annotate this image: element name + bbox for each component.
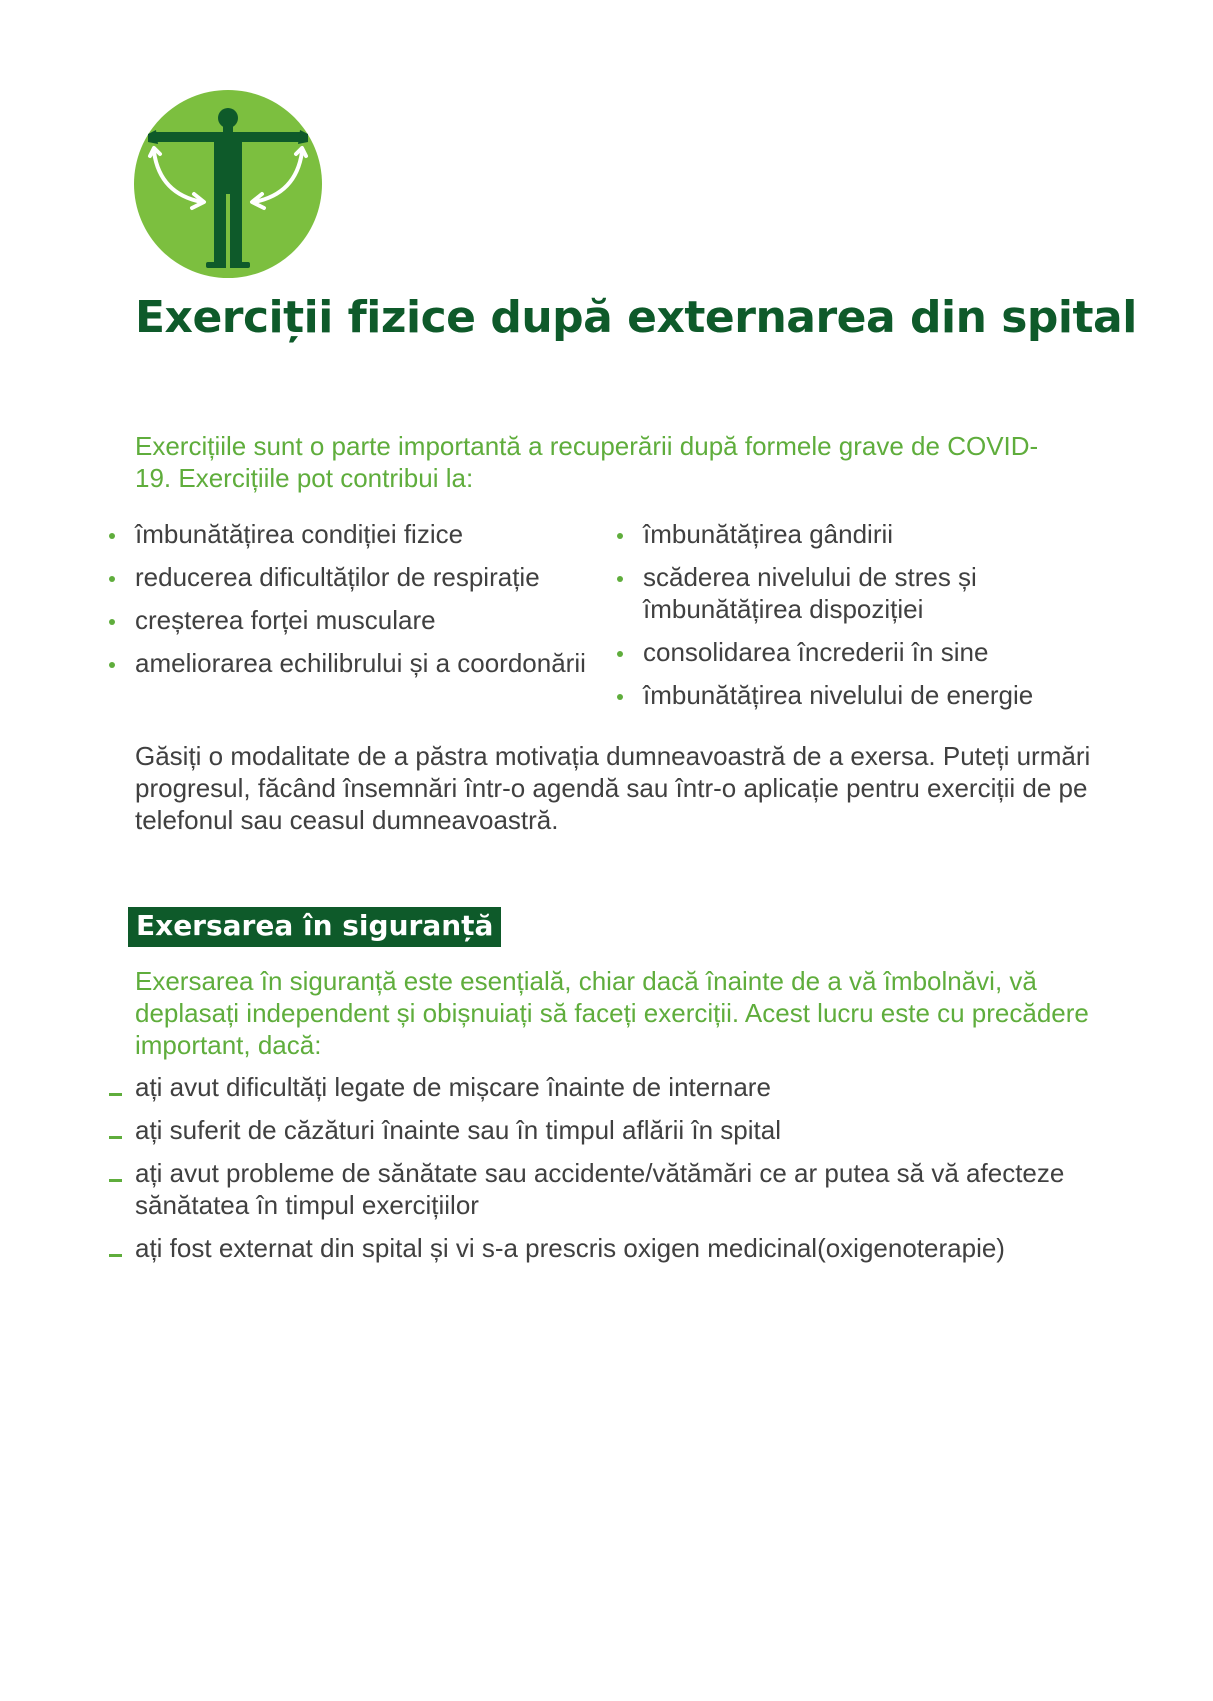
dash-bullet-icon: [109, 1254, 122, 1257]
list-item: [135, 518, 605, 550]
bullet-icon: [109, 662, 115, 668]
list-item-text: îmbunătățirea condiției fizice: [135, 519, 464, 549]
dash-bullet-icon: [109, 1179, 122, 1182]
safety-intro-text: Exersarea în siguranță este esențială, chiar dacă înainte de a vă îmbolnăvi, vă deplasați independent și obișnuiați să faceți exerciții. Acest lucru este cu precădere important, dacă:: [135, 966, 1089, 1060]
list-item-text: îmbunătățirea gândirii: [643, 519, 894, 549]
section-heading-safety: Exersarea în siguranță: [128, 907, 501, 947]
list-item-text: îmbunătățirea nivelului de energie: [643, 680, 1034, 710]
list-item-text: ameliorarea echilibrului și a coordonării: [135, 648, 586, 678]
list-item-text: ați avut dificultăți legate de mișcare înainte de internare: [135, 1072, 771, 1102]
list-item: [643, 636, 1113, 668]
intro-text: Exercițiile sunt o parte importantă a recuperării după formele grave de COVID-19. Exercițiile pot contribui la:: [135, 431, 1039, 493]
safety-conditions-list: [135, 1071, 1110, 1275]
list-item-text: reducerea dificultăților de respirație: [135, 562, 540, 592]
list-item-text: ați fost externat din spital și vi s-a prescris oxigen medicinal(oxigenoterapie): [135, 1233, 1005, 1263]
list-item: [135, 561, 605, 593]
benefits-list-right: [643, 518, 1113, 722]
dash-bullet-icon: [109, 1093, 122, 1096]
list-item-text: ați suferit de căzături înainte sau în timpul aflării în spital: [135, 1115, 781, 1145]
list-item-text: ați avut probleme de sănătate sau accidente/vătămări ce ar putea să vă afecteze sănătatea în timpul exercițiilor: [135, 1158, 1065, 1220]
list-item: [135, 1114, 1110, 1146]
list-item: [643, 518, 1113, 550]
list-item: [135, 1071, 1110, 1103]
bullet-icon: [617, 533, 623, 539]
list-item: [135, 1157, 1110, 1221]
person-arms-outstretched-icon: [134, 90, 322, 278]
motivation-paragraph: Găsiți o modalitate de a păstra motivația dumneavoastră de a exersa. Puteți urmări progresul, făcând însemnări într-o agendă sau într-o aplicație pentru exerciții de pe telefonul sau ceasul dumneavoastră.: [135, 741, 1091, 835]
list-item-text: creșterea forței musculare: [135, 605, 436, 635]
list-item: [643, 679, 1113, 711]
page-title: Exerciții fizice după externarea din spital: [135, 292, 1137, 343]
list-item: [135, 1232, 1110, 1264]
bullet-icon: [617, 576, 623, 582]
benefits-list-left: [135, 518, 605, 690]
list-item: [135, 604, 605, 636]
list-item-text: scăderea nivelului de stres și îmbunătățirea dispoziției: [643, 562, 977, 624]
bullet-icon: [109, 619, 115, 625]
bullet-icon: [109, 533, 115, 539]
bullet-icon: [617, 694, 623, 700]
bullet-icon: [617, 651, 623, 657]
bullet-icon: [109, 576, 115, 582]
list-item-text: consolidarea încrederii în sine: [643, 637, 989, 667]
list-item: [643, 561, 1113, 625]
dash-bullet-icon: [109, 1136, 122, 1139]
list-item: [135, 647, 605, 679]
